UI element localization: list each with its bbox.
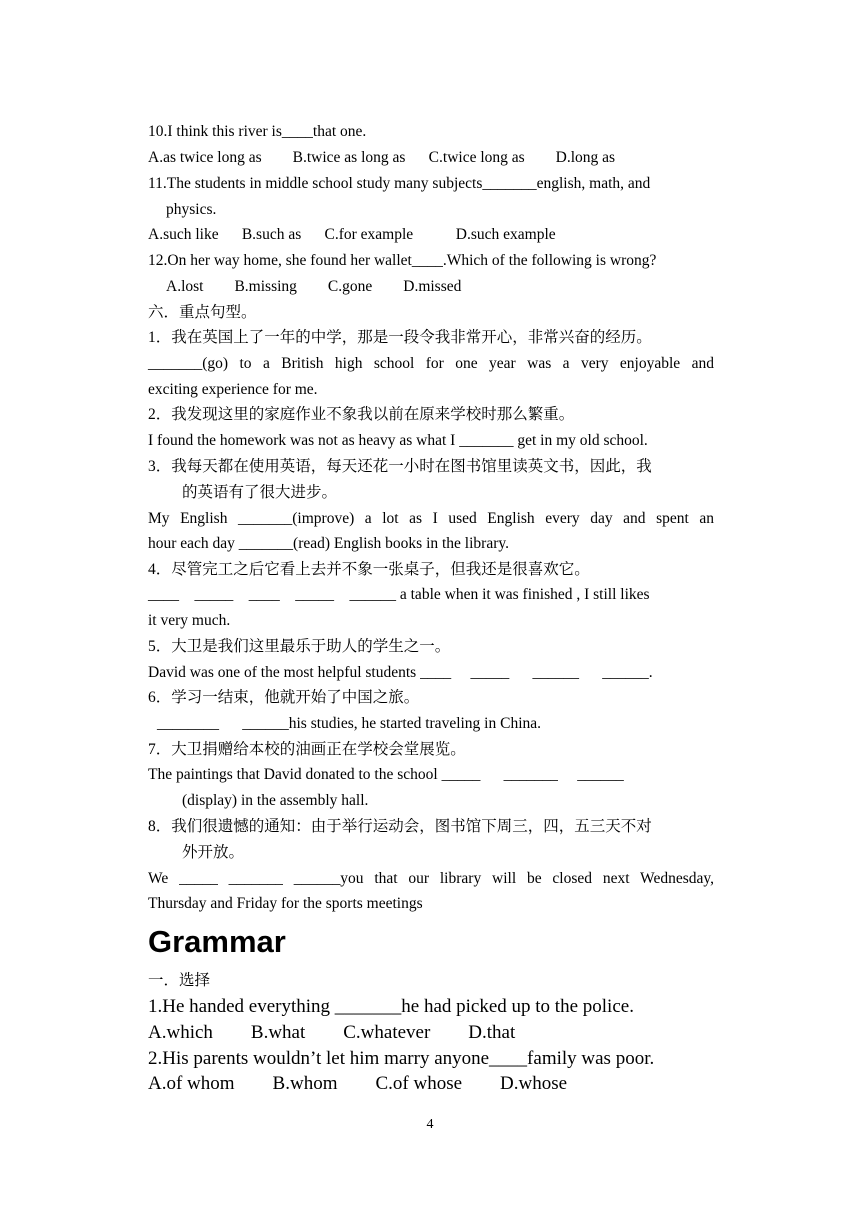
grammar-question-1-options: A.which B.what C.whatever D.that [148, 1022, 516, 1043]
sentence-4-en: ____ _____ ____ _____ ______ a table when it was finished , I still likes [148, 586, 650, 603]
sentence-5-en: David was one of the most helpful students ____ _____ ______ ______. [148, 664, 653, 681]
sentence-4-cn: 4．尽管完工之后它看上去并不象一张桌子，但我还是很喜欢它。 [148, 561, 590, 578]
question-10: 10.I think this river is____that one. [148, 123, 367, 140]
question-11-options: A.such like B.such as C.for example D.such example [148, 226, 556, 243]
sentence-8-cn-cont: 外开放。 [182, 844, 245, 861]
question-10-options: A.as twice long as B.twice as long as C.twice long as D.long as [148, 149, 616, 166]
sentence-7-en-cont: (display) in the assembly hall. [182, 792, 369, 809]
grammar-question-1: 1.He handed everything _______he had picked up to the police. [148, 996, 634, 1017]
sentence-3-cn-cont: 的英语有了很大进步。 [182, 484, 338, 501]
question-11: 11.The students in middle school study many subjects_______english, math, and [148, 175, 651, 192]
question-12: 12.On her way home, she found her wallet____.Which of the following is wrong? [148, 252, 657, 269]
section-six-title: 六．重点句型。 [148, 304, 257, 321]
section-one-title: 一．选择 [148, 972, 211, 989]
sentence-1-en-cont: exciting experience for me. [148, 381, 318, 398]
page-number: 4 [426, 1117, 434, 1132]
grammar-heading: Grammar [148, 924, 286, 959]
sentence-1-cn: 1．我在英国上了一年的中学，那是一段令我非常开心，非常兴奋的经历。 [148, 329, 652, 346]
sentence-3-en-cont: hour each day _______(read) English books in the library. [148, 535, 509, 552]
question-11-cont: physics. [166, 201, 217, 218]
sentence-8-en-cont: Thursday and Friday for the sports meetings [148, 895, 423, 912]
sentence-7-cn: 7．大卫捐赠给本校的油画正在学校会堂展览。 [148, 741, 466, 758]
sentence-4-en-cont: it very much. [148, 612, 231, 629]
grammar-question-2-options: A.of whom B.whom C.of whose D.whose [148, 1073, 568, 1094]
sentence-7-en: The paintings that David donated to the school _____ _______ ______ [148, 766, 624, 783]
question-12-options: A.lost B.missing C.gone D.missed [166, 278, 462, 295]
sentence-5-cn: 5．大卫是我们这里最乐于助人的学生之一。 [148, 638, 451, 655]
sentence-6-cn: 6．学习一结束，他就开始了中国之旅。 [148, 689, 420, 706]
sentence-3-en: My English _______(improve) a lot as I used English every day and spent an [148, 510, 714, 527]
sentence-8-cn: 8．我们很遗憾的通知：由于举行运动会，图书馆下周三，四，五三天不对 [148, 818, 652, 835]
sentence-3-cn: 3．我每天都在使用英语，每天还花一小时在图书馆里读英文书，因此，我 [148, 458, 652, 475]
grammar-question-2: 2.His parents wouldn’t let him marry anyone____family was poor. [148, 1048, 655, 1069]
sentence-8-en: We _____ _______ ______you that our library will be closed next Wednesday, [148, 870, 714, 887]
sentence-2-cn: 2．我发现这里的家庭作业不象我以前在原来学校时那么繁重。 [148, 406, 575, 423]
sentence-1-en: _______(go) to a British high school for one year was a very enjoyable and [148, 355, 714, 372]
sentence-6-en: ________ ______his studies, he started traveling in China. [157, 715, 542, 732]
sentence-2-en: I found the homework was not as heavy as what I _______ get in my old school. [148, 432, 648, 449]
